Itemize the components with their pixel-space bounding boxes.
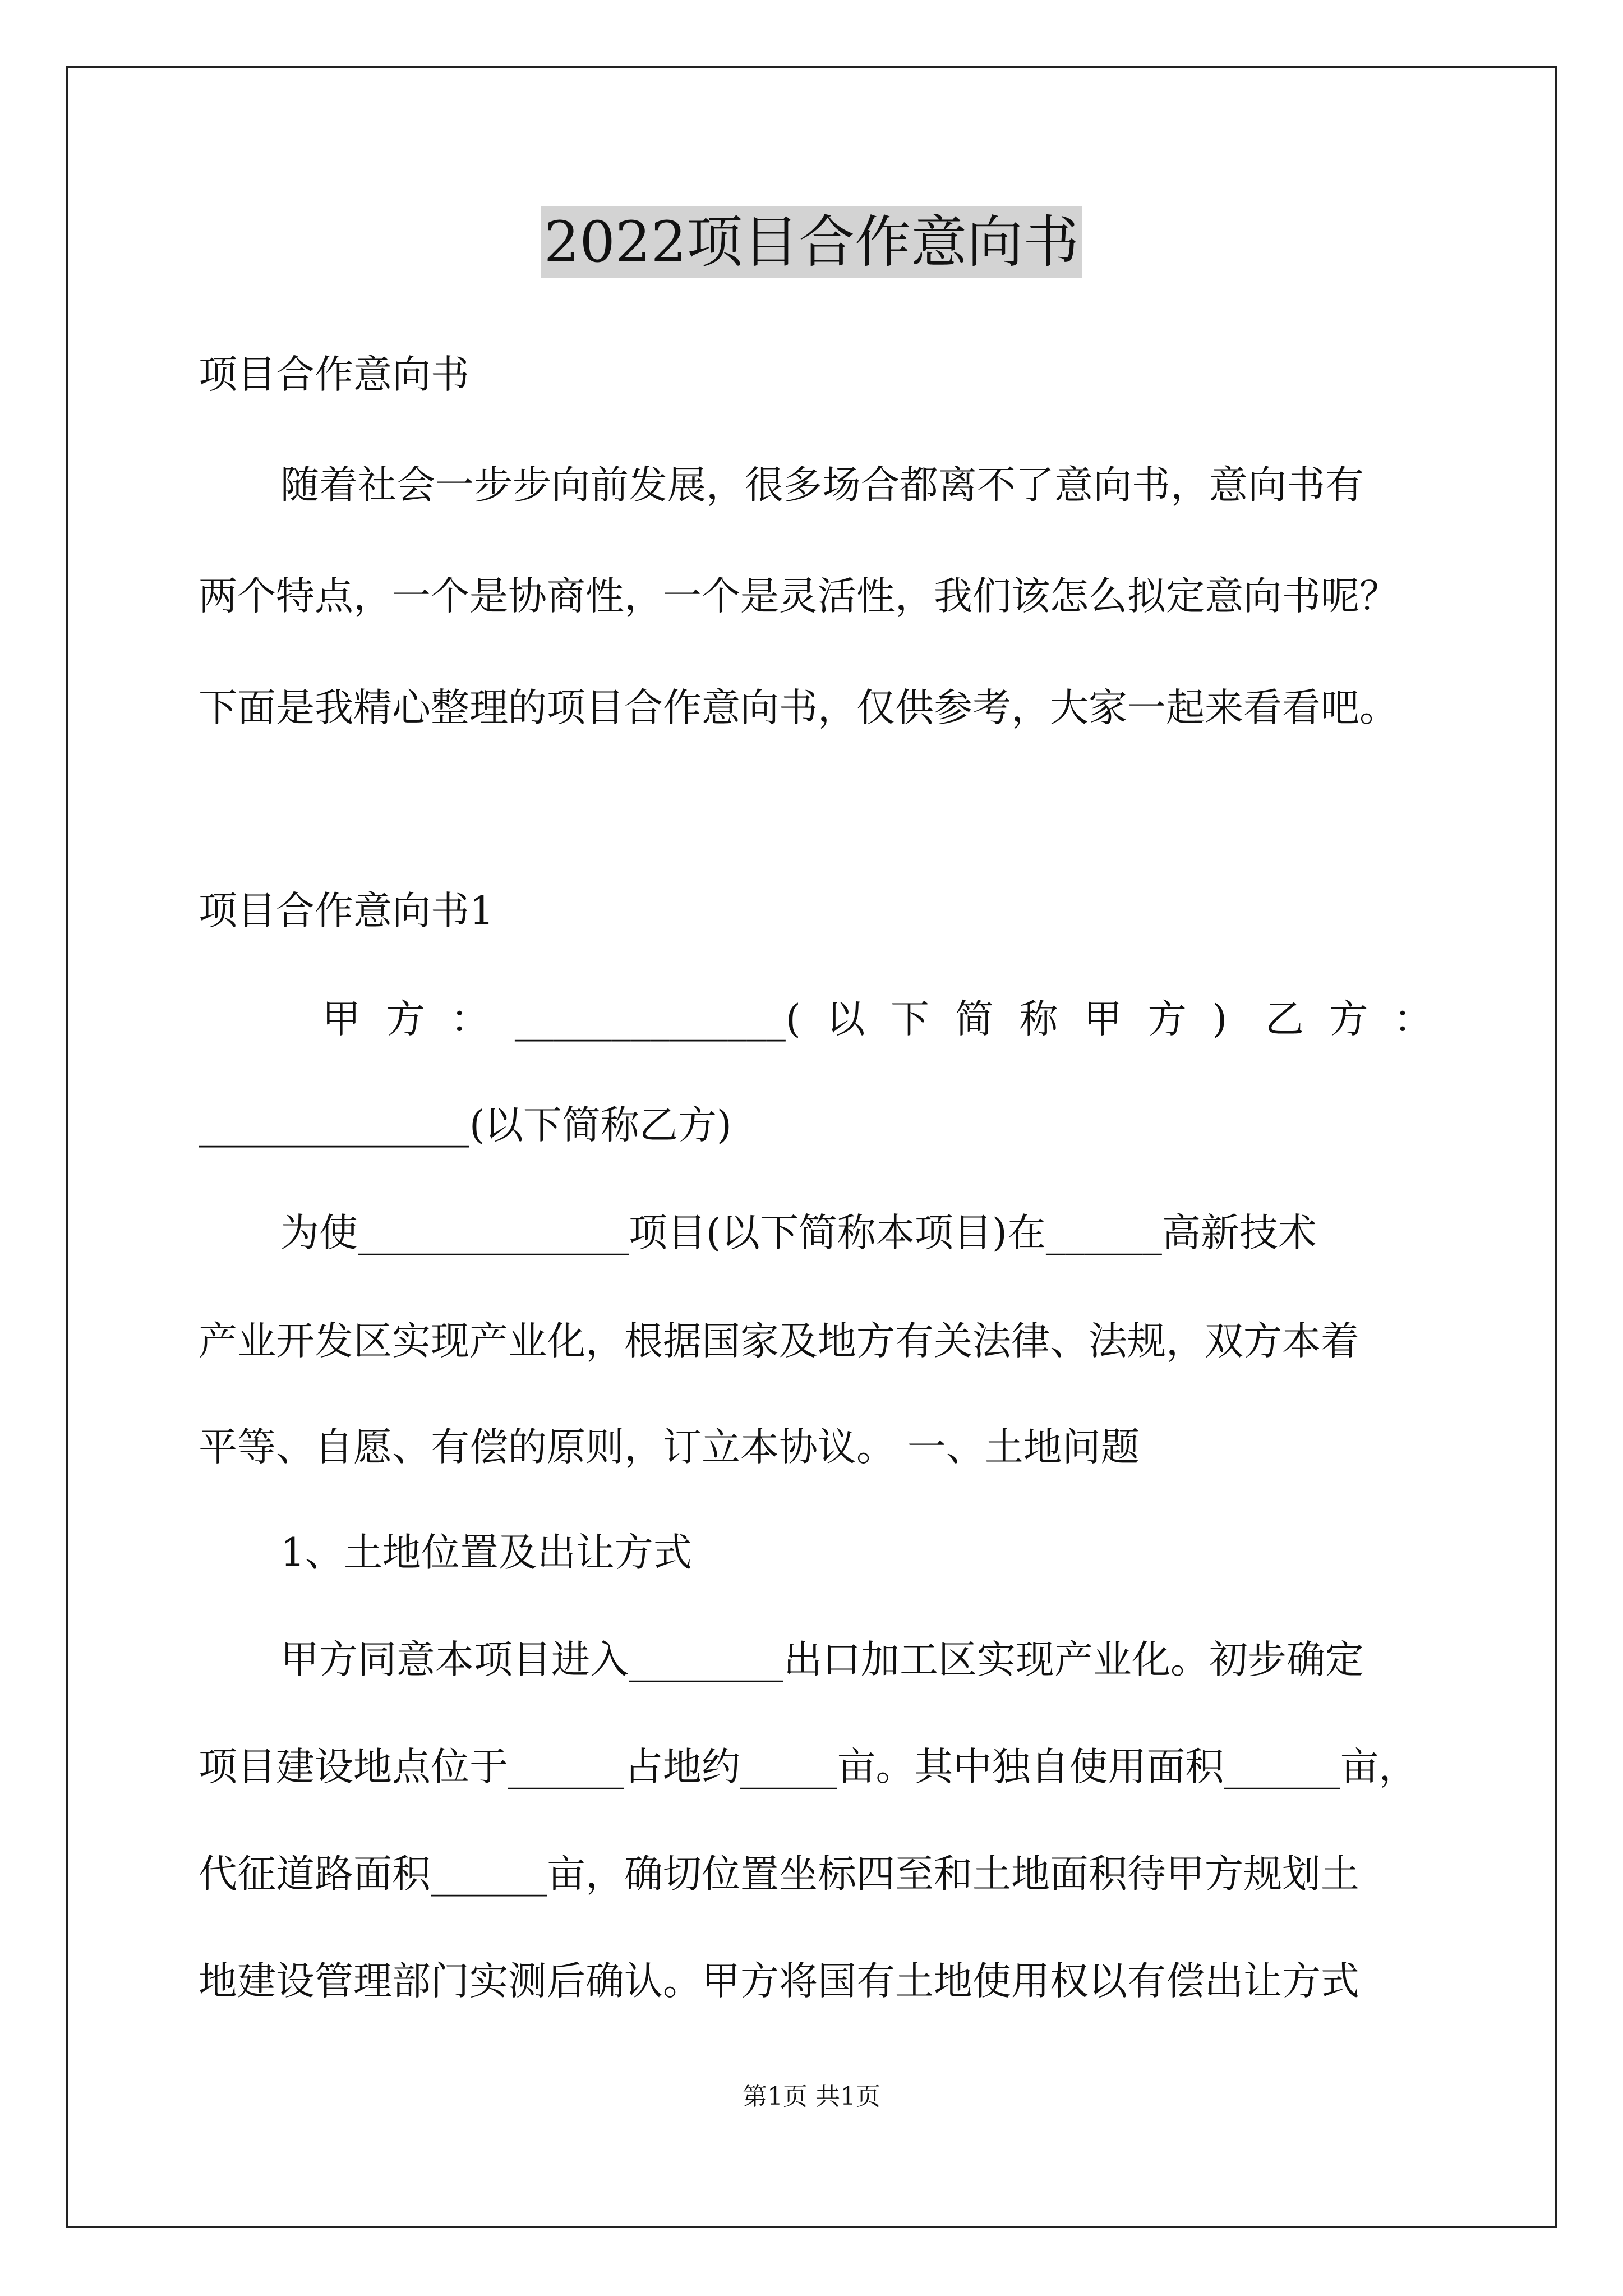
document-title xyxy=(0,209,1623,276)
document-title-text: 2022项目合作意向书 xyxy=(541,206,1083,278)
section-title: 项目合作意向书1 xyxy=(199,889,494,933)
body-line-1: 为使______________项目(以下简称本项目)在______高新技术 xyxy=(280,1211,1317,1255)
intro-line-1: 随着社会一步步向前发展，很多场合都离不了意向书，意向书有 xyxy=(280,463,1364,508)
body-line-8: 地建设管理部门实测后确认。甲方将国有土地使用权以有偿出让方式 xyxy=(199,1959,1359,2004)
intro-line-2: 两个特点，一个是协商性，一个是灵活性，我们该怎么拟定意向书呢？ xyxy=(199,574,1398,619)
page-footer: 第1页 共1页 xyxy=(743,2082,880,2111)
intro-line-3: 下面是我精心整理的项目合作意向书，仅供参考，大家一起来看看吧。 xyxy=(199,685,1398,730)
parties-line-1: 甲方：______________(以下简称甲方) 乙方： xyxy=(322,997,1432,1042)
document-subtitle: 项目合作意向书 xyxy=(199,352,469,397)
body-line-3: 平等、自愿、有偿的原则，订立本协议。 一、土地问题 xyxy=(199,1425,1140,1470)
body-line-7: 代征道路面积______亩，确切位置坐标四至和土地面积待甲方规划土 xyxy=(199,1852,1359,1897)
body-line-5: 甲方同意本项目进入________出口加工区实现产业化。初步确定 xyxy=(280,1637,1364,1682)
body-line-2: 产业开发区实现产业化，根据国家及地方有关法律、法规，双方本着 xyxy=(199,1319,1359,1364)
body-line-4: 1、土地位置及出让方式 xyxy=(280,1530,692,1575)
body-line-6: 项目建设地点位于______占地约_____亩。其中独自使用面积______亩， xyxy=(199,1745,1418,1789)
parties-line-2: ______________(以下简称乙方) xyxy=(199,1103,732,1148)
